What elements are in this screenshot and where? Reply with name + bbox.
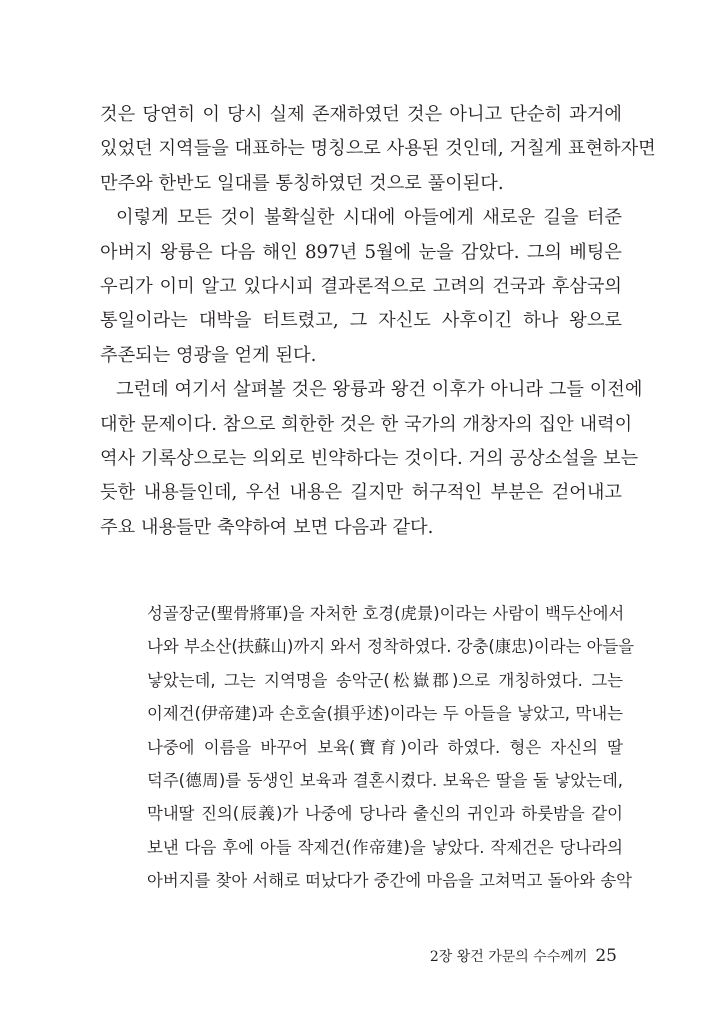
- quote-line: 나중에 이름을 바꾸어 보육(寶育)이라 하였다. 형은 자신의 딸: [147, 737, 623, 757]
- paragraph-2: [100, 201, 622, 373]
- text-line: 만주와 한반도 일대를 통칭하였던 것으로 풀이된다.: [100, 172, 504, 194]
- block-quote: [147, 597, 635, 898]
- quote-line: 보낸 다음 후에 아들 작제건(作帝建)을 낳았다. 작제건은 당나라의: [147, 837, 623, 857]
- text-line: 역사 기록상으로는 의외로 빈약하다는 것이다. 거의 공상소설을 보는: [100, 448, 639, 470]
- quote-line: 낳았는데, 그는 지역명을 송악군(松嶽郡)으로 개칭하였다. 그는: [147, 670, 623, 690]
- quote-line: 나와 부소산(扶蘇山)까지 와서 정착하였다. 강충(康忠)이라는 아들을: [147, 637, 635, 657]
- text-line: 통일이라는 대박을 터트렸고, 그 자신도 사후이긴 하나 왕으로: [100, 310, 622, 332]
- text-line: 그런데 여기서 살펴볼 것은 왕륭과 왕건 이후가 아니라 그들 이전에: [116, 379, 643, 401]
- page-number: 25: [595, 946, 617, 966]
- page-footer: [430, 946, 617, 966]
- text-line: 추존되는 영광을 얻게 된다.: [100, 344, 317, 366]
- quote-line: 성골장군(聖骨將軍)을 자처한 호경(虎景)이라는 사람이 백두산에서: [147, 604, 625, 623]
- quote-line: 막내딸 진의(辰義)가 나중에 당나라 출신의 귀인과 하룻밤을 같이: [147, 804, 623, 824]
- body-text: [100, 98, 656, 545]
- text-line: 우리가 이미 알고 있다시피 결과론적으로 고려의 건국과 후삼국의: [100, 276, 622, 298]
- text-line: 아버지 왕륭은 다음 해인 897년 5월에 눈을 감았다. 그의 베팅은: [100, 241, 622, 263]
- text-line: 이렇게 모든 것이 불확실한 시대에 아들에게 새로운 길을 터준: [116, 207, 622, 229]
- quote-line: 덕주(德周)를 동생인 보육과 결혼시켰다. 보육은 딸을 둘 낳았는데,: [147, 771, 623, 791]
- paragraph-3: [100, 373, 643, 545]
- text-line: 주요 내용들만 축약하여 보면 다음과 같다.: [100, 516, 434, 538]
- text-line: 대한 문제이다. 참으로 희한한 것은 한 국가의 개창자의 집안 내력이: [100, 413, 633, 435]
- quote-line: 아버지를 찾아 서해로 떠났다가 중간에 마음을 고쳐먹고 돌아와 송악: [147, 871, 633, 891]
- text-line: 듯한 내용들인데, 우선 내용은 길지만 허구적인 부분은 걷어내고: [100, 482, 622, 504]
- paragraph-1: [100, 98, 656, 201]
- text-line: 있었던 지역들을 대표하는 명칭으로 사용된 것인데, 거칠게 표현하자면: [100, 138, 656, 160]
- running-head: 2장 왕건 가문의 수수께끼: [429, 949, 588, 965]
- text-line: 것은 당연히 이 당시 실제 존재하였던 것은 아니고 단순히 과거에: [100, 104, 622, 125]
- quote-line: 이제건(伊帝建)과 손호술(損乎述)이라는 두 아들을 낳았고, 막내는: [147, 704, 623, 724]
